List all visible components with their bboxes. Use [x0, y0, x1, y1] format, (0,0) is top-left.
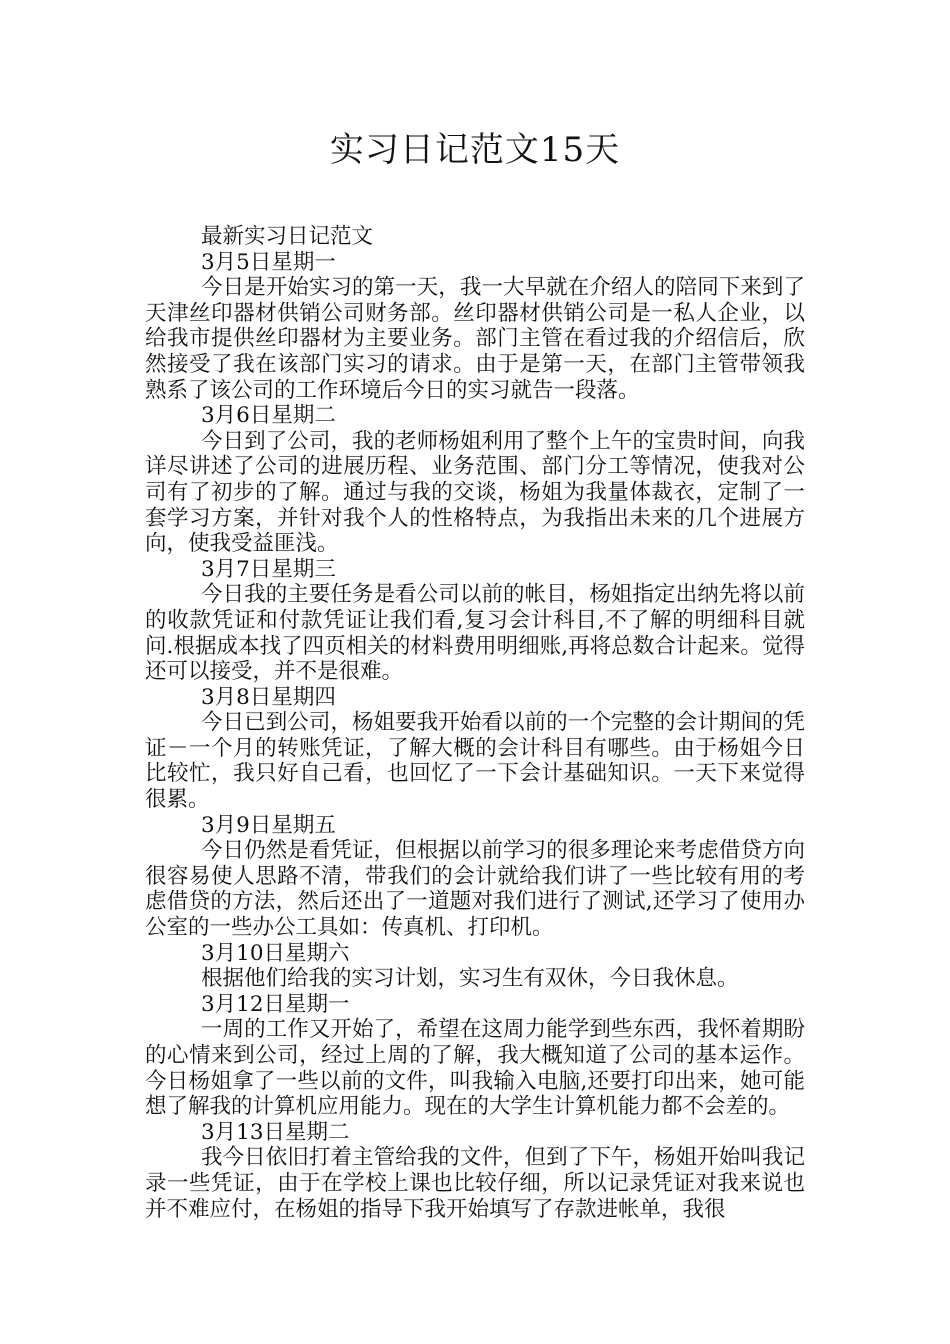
entry-text: 今日到了公司，我的老师杨姐利用了整个上午的宝贵时间，向我详尽讲述了公司的进展历程、业务范围、部门分工等情况，使我对公司有了初步的了解。通过与我的交谈，杨姐为我量体裁衣，定制了一套学习方案，并针对我个人的性格特点，为我指出未来的几个进展方向，使我受益匪浅。 — [145, 428, 805, 557]
entry-text: 今日是开始实习的第一天，我一大早就在介绍人的陪同下来到了天津丝印器材供销公司财务部。丝印器材供销公司是一私人企业，以给我市提供丝印器材为主要业务。部门主管在看过我的介绍信后，欣然接受了我在该部门实习的请求。由于是第一天，在部门主管带领我熟系了该公司的工作环境后今日的实习就告一段落。 — [145, 275, 805, 403]
entry-text: 一周的工作又开始了，希望在这周力能学到些东西，我怀着期盼的心情来到公司，经过上周的了解，我大概知道了公司的基本运作。今日杨姐拿了一些以前的文件，叫我输入电脑,还要打印出来，她可能想了解我的计算机应用能力。现在的大学生计算机能力都不会差的。 — [145, 1017, 805, 1120]
entry-text: 今日仍然是看凭证，但根据以前学习的很多理论来考虑借贷方向很容易使人思路不清，带我们的会计就给我们讲了一些比较有用的考虑借贷的方法，然后还出了一道题对我们进行了测试,还学习了使用办公室的一些办公工具如：传真机、打印机。 — [145, 838, 805, 941]
entry-date: 3月8日星期四 — [201, 684, 336, 710]
entry-text: 根据他们给我的实习计划，实习生有双休，今日我休息。 — [201, 966, 739, 992]
document-body — [145, 224, 805, 1222]
entry-date: 3月6日星期二 — [201, 403, 336, 429]
entry-date: 3月5日星期一 — [201, 249, 336, 275]
entry-date: 3月10日星期六 — [201, 940, 350, 966]
entry-text: 今日已到公司，杨姐要我开始看以前的一个完整的会计期间的凭证－一个月的转账凭证，了解大概的会计科目有哪些。由于杨姐今日比较忙，我只好自己看，也回忆了一下会计基础知识。一天下来觉得很累。 — [145, 710, 805, 813]
entry-date: 3月9日星期五 — [201, 812, 336, 838]
entry-date: 3月13日星期二 — [201, 1119, 350, 1145]
document-title: 实习日记范文15天 — [329, 130, 621, 170]
entry-date: 3月7日星期三 — [201, 556, 336, 582]
entry-date: 3月12日星期一 — [201, 991, 350, 1017]
entry-text: 我今日依旧打着主管给我的文件，但到了下午，杨姐开始叫我记录一些凭证，由于在学校上课也比较仔细，所以记录凭证对我来说也并不难应付，在杨姐的指导下我开始填写了存款进帐单，我很 — [145, 1145, 805, 1222]
entry-text: 今日我的主要任务是看公司以前的帐目，杨姐指定出纳先将以前的收款凭证和付款凭证让我们看,复习会计科目,不了解的明细科目就问.根据成本找了四页相关的材料费用明细账,再将总数合计起来。觉得还可以接受，并不是很难。 — [145, 582, 805, 685]
document-subtitle: 最新实习日记范文 — [201, 224, 374, 249]
